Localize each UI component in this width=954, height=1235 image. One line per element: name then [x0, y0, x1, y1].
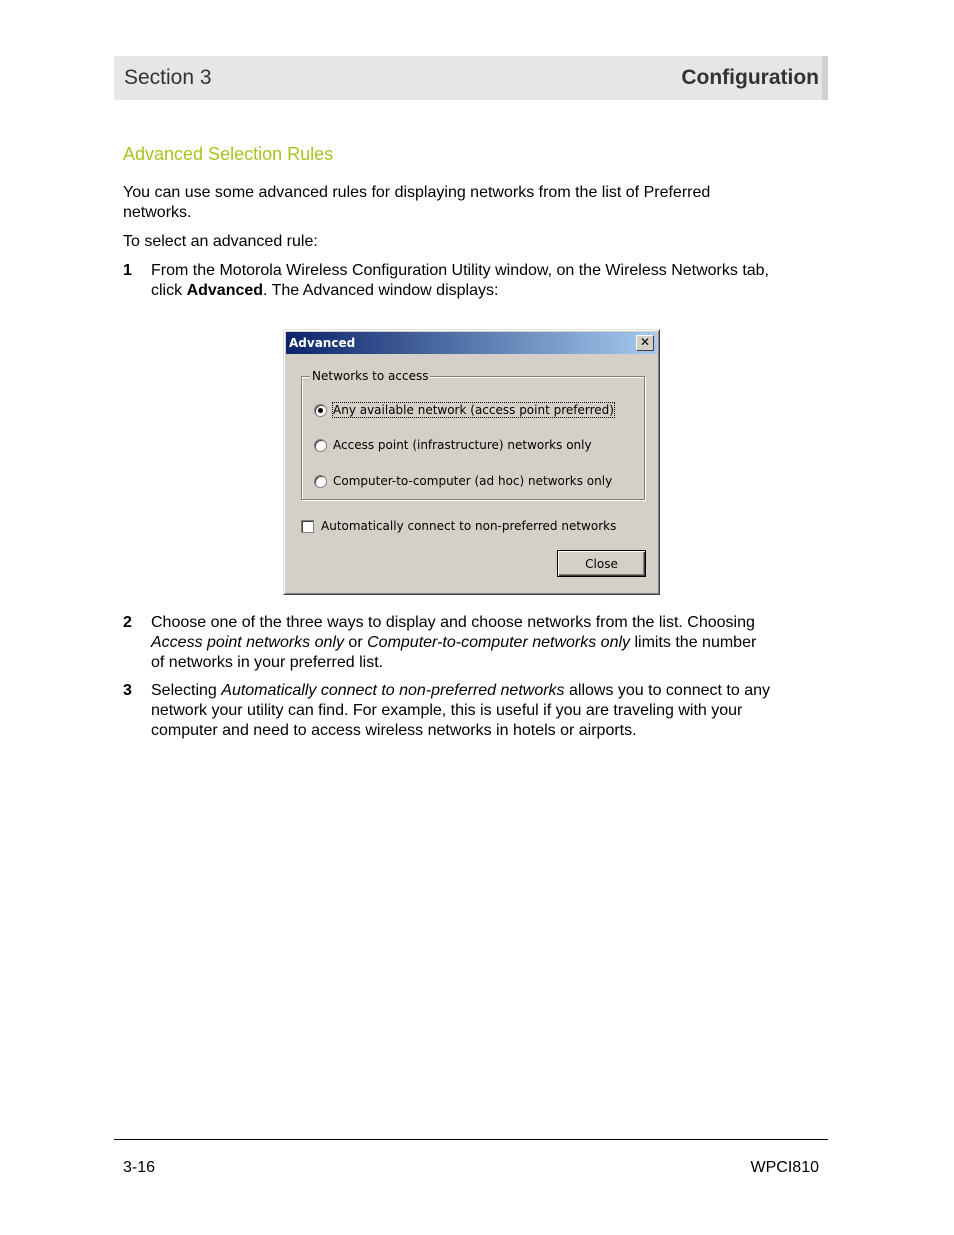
step-1-text-a: click [151, 282, 187, 299]
networks-groupbox [301, 369, 645, 500]
step-2-line-1: Choose one of the three ways to display and choose networks from the list. Choosing [151, 614, 755, 631]
dialog-titlebar[interactable] [286, 332, 657, 354]
step-3-line-3: computer and need to access wireless networks in hotels or airports. [151, 722, 637, 739]
footer-divider [114, 1139, 828, 1140]
radio-selected-dot [318, 408, 323, 413]
radio-button-icon[interactable] [314, 475, 327, 488]
radio-any-network-label[interactable]: Any available network (access point preferred) [333, 403, 614, 417]
checkbox-icon[interactable] [301, 520, 314, 533]
dialog-title: Advanced [289, 336, 356, 350]
radio-button-icon[interactable] [314, 439, 327, 452]
step-3-line-2: network your utility can find. For example, this is useful if you are traveling with your [151, 702, 743, 719]
intro-paragraph [123, 183, 823, 223]
advanced-dialog [283, 329, 660, 595]
groupbox-label: Networks to access [312, 369, 429, 383]
step-1-line-2 [151, 281, 826, 301]
step-3-text [151, 681, 826, 741]
step-1-line-1: From the Motorola Wireless Configuration Utility window, on the Wireless Networks tab, [151, 262, 769, 279]
radio-button-icon[interactable] [314, 404, 327, 417]
step-3-line-1 [151, 681, 826, 701]
step-1-text-c: . The Advanced window displays: [263, 282, 499, 299]
auto-connect-label[interactable]: Automatically connect to non-preferred networks [321, 519, 617, 533]
step-2-or: or [343, 634, 368, 651]
step-2-line-3: of networks in your preferred list. [151, 654, 384, 671]
step-2-computer-italic: Computer-to-computer networks only [367, 634, 631, 651]
step-2-text-d: limits the number [630, 634, 757, 651]
page-number: 3-16 [123, 1159, 156, 1176]
step-3-auto-connect-italic: Automatically connect to non-preferred networks [221, 682, 565, 699]
step-3-text-c: allows you to connect to any [564, 682, 770, 699]
radio-access-point-label[interactable]: Access point (infrastructure) networks only [333, 438, 592, 452]
step-3-text-a: Selecting [151, 682, 222, 699]
radio-computer-to-computer-label[interactable]: Computer-to-computer (ad hoc) networks only [333, 474, 613, 488]
section-header [114, 56, 828, 100]
step-2-number: 2 [123, 614, 132, 631]
step-2-access-point-italic: Access point networks only [151, 634, 344, 651]
close-icon[interactable]: ✕ [636, 335, 654, 351]
close-button[interactable]: Close [557, 550, 646, 577]
step-1-number: 1 [123, 262, 132, 279]
section-title: Configuration [681, 66, 819, 89]
header-edge [822, 56, 828, 100]
intro-instruction: To select an advanced rule: [123, 233, 318, 250]
intro-line-1: You can use some advanced rules for displaying networks from the list of Preferred [123, 184, 711, 201]
intro-line-2: networks. [123, 204, 192, 221]
step-2-text [151, 613, 826, 673]
product-name: WPCI810 [750, 1159, 819, 1176]
page-heading: Advanced Selection Rules [123, 144, 334, 164]
step-1-text [151, 261, 826, 301]
step-2-line-2 [151, 633, 826, 653]
section-number: Section 3 [124, 66, 212, 89]
step-3-number: 3 [123, 682, 132, 699]
step-1-advanced-bold: Advanced [186, 282, 264, 299]
